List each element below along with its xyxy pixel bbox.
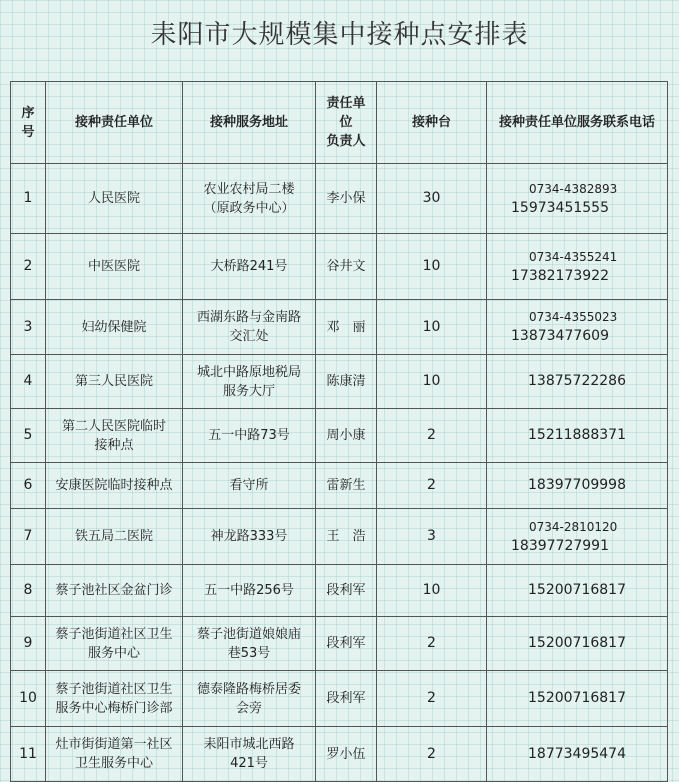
responsible-unit: 第三人民医院 — [46, 355, 183, 409]
table-row — [11, 617, 668, 671]
row-number: 3 — [11, 300, 46, 355]
table-row — [11, 300, 668, 355]
row-number: 1 — [11, 164, 46, 234]
table-row — [11, 234, 668, 300]
page-title: 耒阳市大规模集中接种点安排表 — [150, 20, 529, 50]
contact-phone: 15200716817 — [487, 565, 668, 617]
responsible-person: 李小保 — [316, 164, 377, 234]
service-address: 耒阳市城北西路 421号 — [183, 727, 316, 782]
responsible-unit: 人民医院 — [46, 164, 183, 234]
station-count: 2 — [377, 409, 487, 463]
service-address: 大桥路241号 — [183, 234, 316, 300]
table-row — [11, 509, 668, 565]
station-count: 2 — [377, 671, 487, 727]
responsible-unit: 妇幼保健院 — [46, 300, 183, 355]
contact-phone: 0734-2810120 18397727991 — [487, 509, 668, 565]
station-count: 30 — [377, 164, 487, 234]
row-number: 11 — [11, 727, 46, 782]
row-number: 2 — [11, 234, 46, 300]
contact-phone: 15200716817 — [487, 671, 668, 727]
contact-phone: 15211888371 — [487, 409, 668, 463]
row-number: 9 — [11, 617, 46, 671]
station-count: 10 — [377, 355, 487, 409]
responsible-person: 谷井文 — [316, 234, 377, 300]
header-person: 责任单 位 负责人 — [316, 82, 377, 164]
station-count: 2 — [377, 727, 487, 782]
table-row — [11, 463, 668, 509]
responsible-unit: 灶市街街道第一社区 卫生服务中心 — [46, 727, 183, 782]
service-address: 德泰隆路梅桥居委 会旁 — [183, 671, 316, 727]
responsible-unit: 安康医院临时接种点 — [46, 463, 183, 509]
row-number: 8 — [11, 565, 46, 617]
responsible-unit: 蔡子池社区金盆门诊 — [46, 565, 183, 617]
row-number: 5 — [11, 409, 46, 463]
contact-phone: 0734-4355023 13873477609 — [487, 300, 668, 355]
table-row — [11, 409, 668, 463]
header-phone: 接种责任单位服务联系电话 — [487, 82, 668, 164]
responsible-person: 邓 丽 — [316, 300, 377, 355]
vaccination-table — [10, 81, 668, 782]
responsible-person: 陈康清 — [316, 355, 377, 409]
station-count: 2 — [377, 617, 487, 671]
responsible-person: 段利军 — [316, 565, 377, 617]
contact-phone: 0734-4355241 17382173922 — [487, 234, 668, 300]
station-count: 2 — [377, 463, 487, 509]
responsible-person: 周小康 — [316, 409, 377, 463]
service-address: 西湖东路与金南路 交汇处 — [183, 300, 316, 355]
contact-phone: 18773495474 — [487, 727, 668, 782]
header-address: 接种服务地址 — [183, 82, 316, 164]
responsible-person: 王 浩 — [316, 509, 377, 565]
contact-phone: 15200716817 — [487, 617, 668, 671]
row-number: 6 — [11, 463, 46, 509]
contact-phone: 18397709998 — [487, 463, 668, 509]
row-number: 10 — [11, 671, 46, 727]
service-address: 五一中路256号 — [183, 565, 316, 617]
responsible-unit: 蔡子池街道社区卫生 服务中心梅桥门诊部 — [46, 671, 183, 727]
table-row — [11, 355, 668, 409]
service-address: 蔡子池街道娘娘庙 巷53号 — [183, 617, 316, 671]
responsible-person: 雷新生 — [316, 463, 377, 509]
row-number: 4 — [11, 355, 46, 409]
table-row — [11, 565, 668, 617]
responsible-person: 段利军 — [316, 671, 377, 727]
responsible-person: 罗小伍 — [316, 727, 377, 782]
service-address: 城北中路原地税局 服务大厅 — [183, 355, 316, 409]
service-address: 看守所 — [183, 463, 316, 509]
header-row — [11, 82, 668, 164]
responsible-unit: 蔡子池街道社区卫生 服务中心 — [46, 617, 183, 671]
contact-phone: 0734-4382893 15973451555 — [487, 164, 668, 234]
station-count: 10 — [377, 300, 487, 355]
table-row — [11, 671, 668, 727]
responsible-unit: 中医医院 — [46, 234, 183, 300]
table-row — [11, 727, 668, 782]
service-address: 农业农村局二楼 （原政务中心） — [183, 164, 316, 234]
responsible-unit: 第二人民医院临时 接种点 — [46, 409, 183, 463]
table-row — [11, 164, 668, 234]
responsible-person: 段利军 — [316, 617, 377, 671]
station-count: 3 — [377, 509, 487, 565]
row-number: 7 — [11, 509, 46, 565]
header-stations: 接种台 — [377, 82, 487, 164]
station-count: 10 — [377, 234, 487, 300]
station-count: 10 — [377, 565, 487, 617]
contact-phone: 13875722286 — [487, 355, 668, 409]
service-address: 神龙路333号 — [183, 509, 316, 565]
header-unit: 接种责任单位 — [46, 82, 183, 164]
responsible-unit: 铁五局二医院 — [46, 509, 183, 565]
service-address: 五一中路73号 — [183, 409, 316, 463]
header-seq: 序 号 — [11, 82, 46, 164]
